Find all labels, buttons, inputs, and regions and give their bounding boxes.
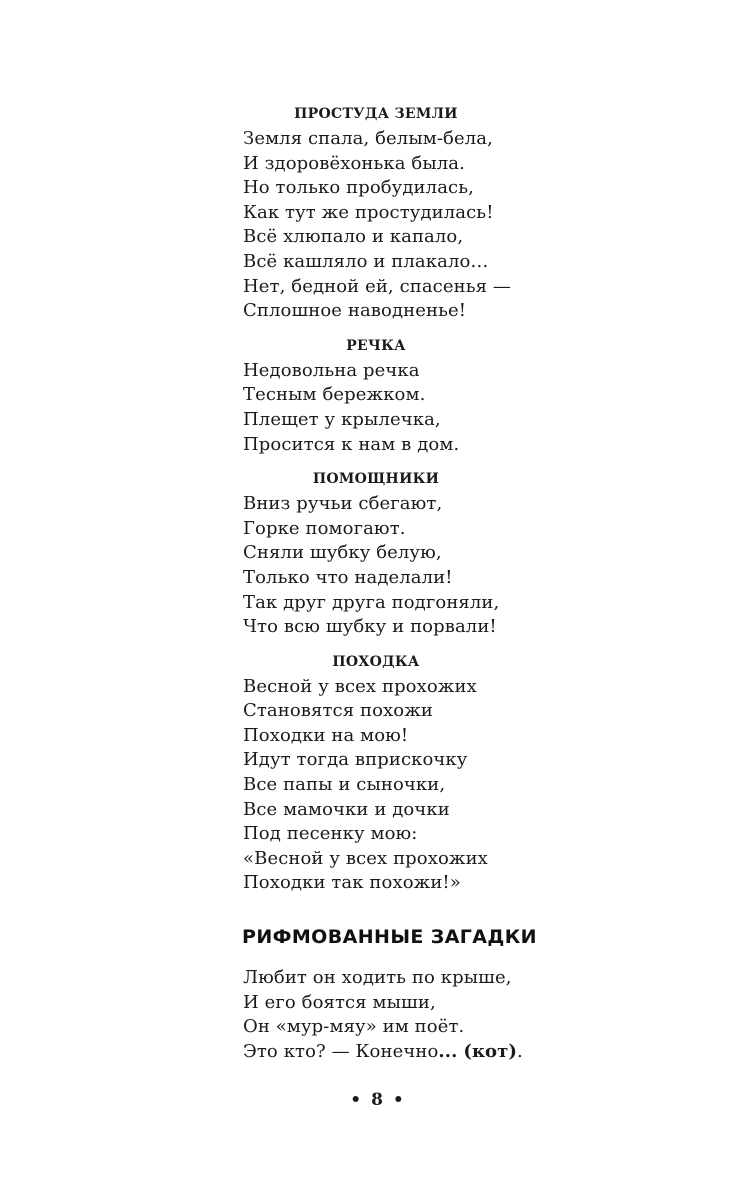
poem-line: Просится к нам в дом. xyxy=(243,433,460,455)
poem-line: Идут тогда вприскочку xyxy=(243,749,468,771)
section-heading: РИФМОВАННЫЕ ЗАГАДКИ xyxy=(242,926,537,948)
riddle-line: И его боятся мыши, xyxy=(243,991,436,1013)
page-number: • 8 • xyxy=(350,1090,406,1110)
poem-line: Горке помогают. xyxy=(243,517,406,539)
poem-line: Всё хлюпало и капало, xyxy=(243,226,464,248)
poem-line: Нет, бедной ей, спасенья — xyxy=(243,275,511,297)
poem-title: ПОХОДКА xyxy=(332,653,420,670)
poem-line: Тесным бережком. xyxy=(243,384,426,406)
riddle-line: Любит он ходить по крыше, xyxy=(243,967,512,988)
poem-rechka xyxy=(243,336,623,457)
poem-line: Становятся похожи xyxy=(243,700,433,722)
poem-line: Вниз ручьи сбегают, xyxy=(243,493,443,515)
poem-pokhodka xyxy=(243,652,623,896)
riddle-line: Он «мур-мяу» им поёт. xyxy=(243,1016,465,1038)
poem-line: Всё кашляло и плакало… xyxy=(243,250,489,272)
poem-line: Походки так похожи!» xyxy=(243,872,461,894)
riddle-period: . xyxy=(517,1040,523,1062)
riddle-question: Это кто? — Конечно xyxy=(243,1040,439,1062)
poem-line: Как тут же простудилась! xyxy=(243,201,494,223)
poem-line: Земля спала, белым-бела, xyxy=(243,128,493,149)
poem-line: Сплошное наводненье! xyxy=(243,300,467,322)
poem-line: Сняли шубку белую, xyxy=(243,542,442,564)
riddle-ellipsis: ... xyxy=(438,1040,458,1062)
poem-line: Но только пробудилась, xyxy=(243,177,474,199)
poem-pomoshchniki xyxy=(243,469,623,640)
poem-line: И здоровёхонька была. xyxy=(243,152,465,174)
poem-line: Только что наделали! xyxy=(243,566,453,588)
poem-title: ПОМОЩНИКИ xyxy=(312,471,440,488)
poem-line: Весной у всех прохожих xyxy=(243,675,477,697)
poem-title: РЕЧКА xyxy=(346,337,406,354)
riddle-kot xyxy=(243,966,623,1064)
poem-title: ПРОСТУДА ЗЕМЛИ xyxy=(294,106,458,122)
poems-column xyxy=(243,104,623,896)
poem-line: Недовольна речка xyxy=(243,359,420,381)
poem-line: Под песенку мою: xyxy=(243,823,418,845)
poem-line: Что всю шубку и порвали! xyxy=(243,616,497,638)
poem-line: Походки на мою! xyxy=(243,724,409,746)
riddle-last-line xyxy=(243,1040,623,1065)
poem-prostuda-zemli xyxy=(243,104,623,324)
poem-line: Все папы и сыночки, xyxy=(243,774,446,796)
poem-line: Так друг друга подгоняли, xyxy=(243,591,500,613)
riddle-answer: (кот) xyxy=(463,1040,518,1062)
poem-line: Все мамочки и дочки xyxy=(243,798,450,820)
poem-line: Плещет у крылечка, xyxy=(243,408,441,430)
poem-line: «Весной у всех прохожих xyxy=(243,847,488,869)
